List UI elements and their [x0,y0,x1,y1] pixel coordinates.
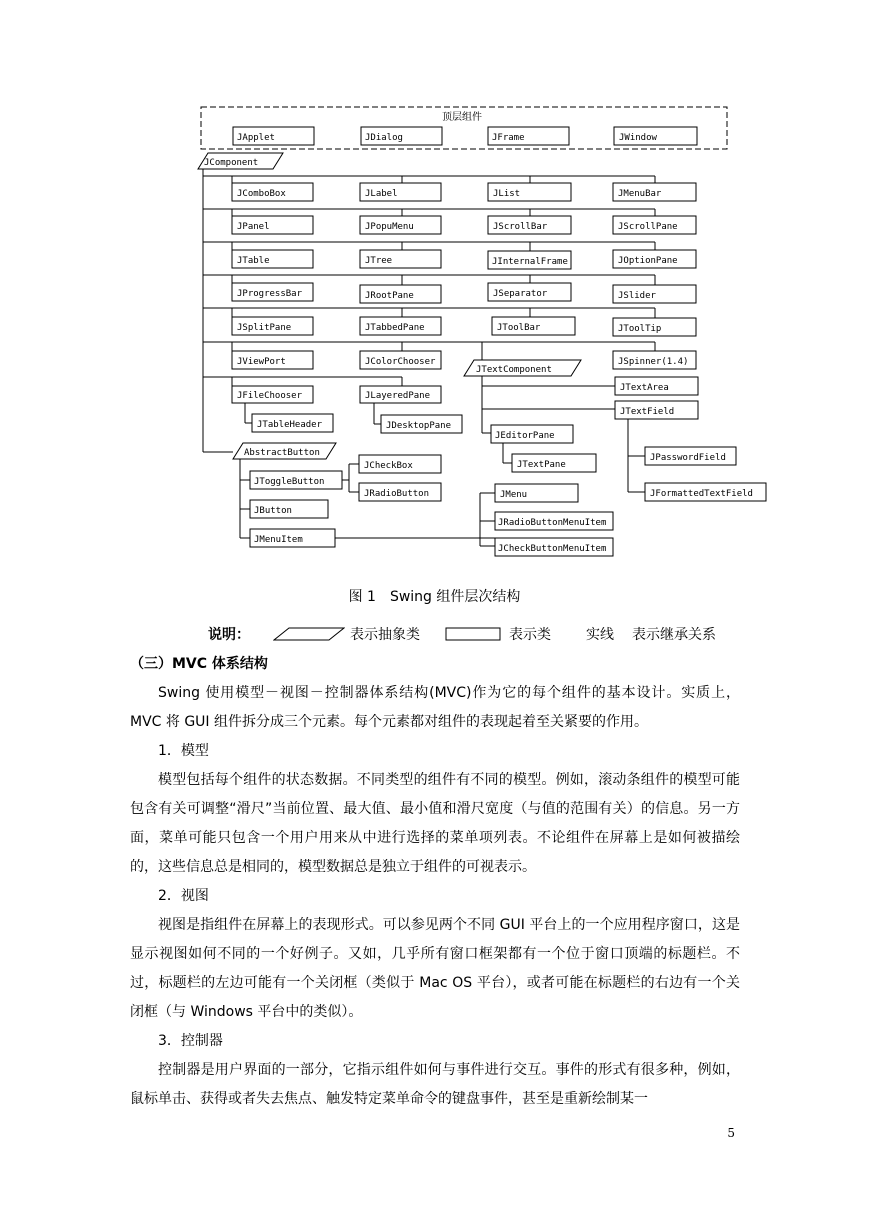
node-label: JScrollBar [493,222,548,232]
node-label: JMenuBar [618,189,662,199]
controller-title: 3．控制器 [158,1033,223,1049]
node-label: JRadioButton [364,489,430,499]
node-label: JFrame [492,133,525,143]
node-label: JLabel [365,189,398,199]
node-label: JTree [365,256,393,266]
page-number: 5 [727,1126,735,1140]
node-label: JDialog [365,133,403,143]
node-label: JProgressBar [237,289,303,299]
legend-class-text: 表示类 [509,627,551,643]
node-label: JComponent [204,158,259,168]
node-label: JTextPane [517,460,566,470]
controller-paragraph: 控制器是用户界面的一部分，它指示组件如何与事件进行交互。事件的形式有很多种，例如，鼠标单击、获得或者失去焦点、触发特定菜单命令的键盘事件，甚至是重新绘制某一 [130,1062,740,1107]
figure-caption [0,586,869,606]
top-level-group-label: 顶层组件 [442,112,482,123]
node-label: JPopuMenu [365,222,414,232]
node-label: JTable [237,256,270,266]
node-label: JComboBox [237,189,286,199]
legend-label: 说明： [208,627,250,643]
node-label: JPasswordField [650,453,726,463]
node-label: JToolBar [497,323,541,333]
node-label: JSplitPane [237,323,292,333]
node-label: JToggleButton [254,477,325,487]
node-label: JOptionPane [618,256,678,266]
legend-line-text: 表示继承关系 [632,627,716,643]
node-label: JApplet [237,133,275,143]
view-title: 2．视图 [158,888,209,904]
node-label: JDesktopPane [386,421,452,431]
node-label: JLayeredPane [365,391,431,401]
legend-abstract-text: 表示抽象类 [350,627,420,643]
node-label: JColorChooser [365,357,436,367]
node-label: JScrollPane [618,222,678,232]
intro-paragraph: Swing 使用模型－视图－控制器体系结构(MVC)作为它的每个组件的基本设计。实质上，MVC 将 GUI 组件拆分成三个元素。每个元素都对组件的表现起着至关紧要的作用。 [130,685,740,730]
concrete-class-shape [445,627,501,641]
node-label: JMenu [500,490,528,500]
node-label: AbstractButton [244,448,320,458]
node-label: JRootPane [365,291,414,301]
node-label: JTextField [620,407,675,417]
node-label: JViewPort [237,357,286,367]
abstract-class-shape [273,627,345,641]
node-label: JCheckButtonMenuItem [498,544,607,554]
node-label: JToolTip [618,324,662,334]
node-label: JTabbedPane [365,323,425,333]
node-label: JPanel [237,222,270,232]
node-label: JInternalFrame [492,257,568,267]
node-label: JFileChooser [237,391,303,401]
node-label: JRadioButtonMenuItem [498,518,607,528]
figure-number: 图 1 [348,589,376,605]
section-heading: （三）MVC 体系结构 [130,656,268,672]
node-label: JWindow [619,133,657,143]
model-paragraph: 模型包括每个组件的状态数据。不同类型的组件有不同的模型。例如，滚动条组件的模型可能包含有关可调整“滑尺”当前位置、最大值、最小值和滑尺宽度（与值的范围有关）的信息。另一方面，菜单可能只包含一个用户用来从中进行选择的菜单项列表。不论组件在屏幕上是如何被描绘的，这些信息总是相同的，模型数据总是独立于组件的可视表示。 [130,772,740,875]
node-label: JSlider [618,291,656,301]
node-label: JCheckBox [364,461,413,471]
node-label: JTextComponent [476,365,552,375]
view-paragraph: 视图是指组件在屏幕上的表现形式。可以参见两个不同 GUI 平台上的一个应用程序窗口，这是显示视图如何不同的一个好例子。又如，几乎所有窗口框架都有一个位于窗口顶端的标题栏。不过，标题栏的左边可能有一个关闭框（类似于 Mac OS 平台），或者可能在标题栏的右边有一个关闭框（与 Windows 平台中的类似）。 [130,917,740,1020]
node-label: JButton [254,506,292,516]
node-label: JMenuItem [254,535,303,545]
swing-hierarchy-diagram [0,0,869,580]
node-label: JFormattedTextField [650,489,753,499]
node-label: JEditorPane [495,431,555,441]
model-title: 1．模型 [158,743,209,759]
node-label: JSpinner(1.4) [618,357,689,367]
figure-title: Swing 组件层次结构 [389,589,521,605]
node-label: JSeparator [493,289,548,299]
node-label: JList [493,189,521,199]
node-label: JTextArea [620,383,669,393]
section-body [130,650,740,1114]
legend-line-label: 实线 [586,627,614,643]
node-label: JTableHeader [257,420,323,430]
